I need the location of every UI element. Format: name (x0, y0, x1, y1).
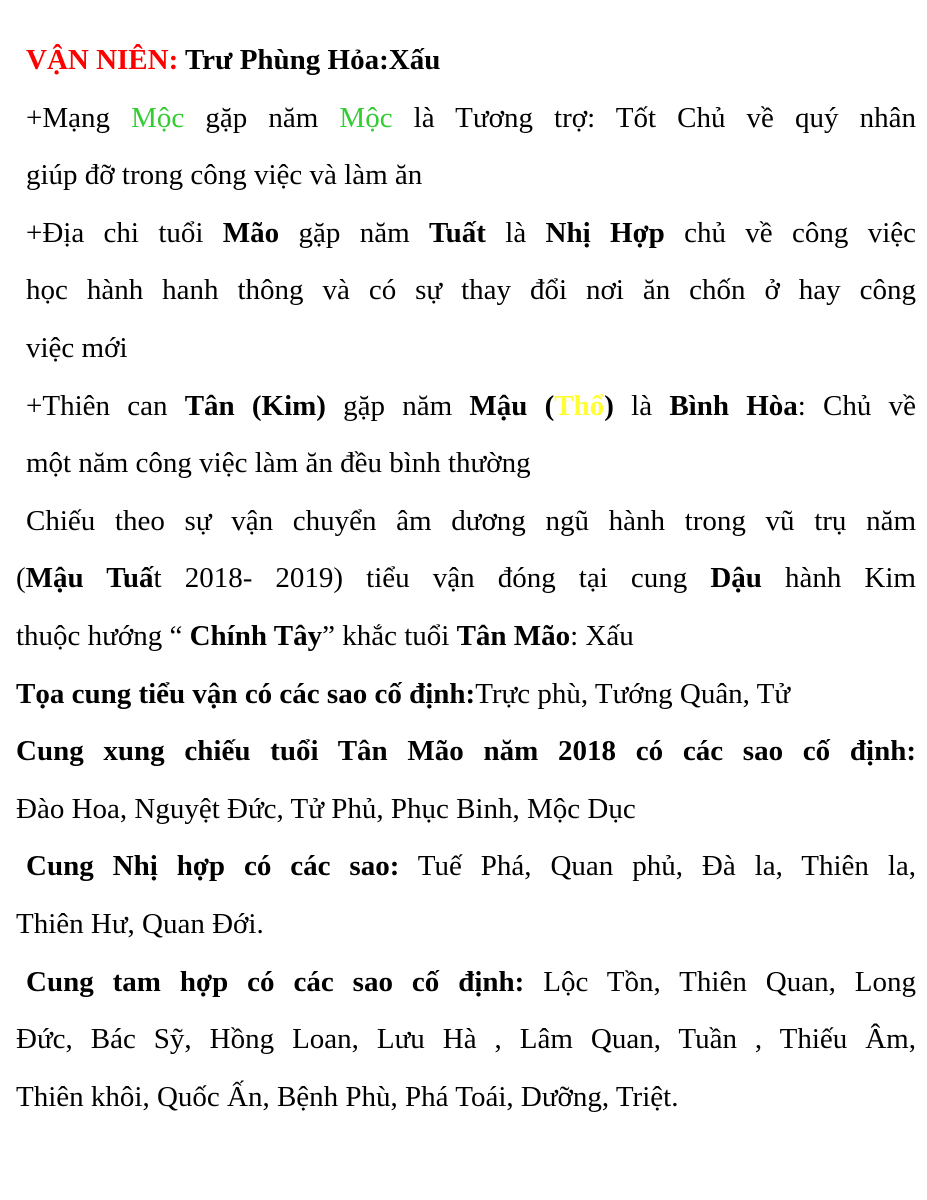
text-run: : Chủ về (797, 389, 916, 422)
text-run: là (613, 389, 670, 422)
text-run: +Thiên can (26, 389, 185, 422)
p2-line-3: việc mới (26, 331, 128, 364)
bold-term: Mão (222, 216, 280, 249)
p4-line-1: Chiếu theo sự vận chuyển âm dương ngũ hành trong vũ trụ năm (26, 504, 916, 537)
heading-value: Trư Phùng Hỏa:Xấu (178, 44, 441, 76)
p8-line-2: Đức, Bác Sỹ, Hồng Loan, Lưu Hà , Lâm Quan, Tuần , Thiếu Âm, (16, 1023, 916, 1056)
p4-line-3 (16, 608, 916, 666)
bold-term: Dậu (710, 562, 762, 595)
bold-label: Cung tam hợp có các sao cố định: (26, 965, 525, 998)
text-run: hành Kim (761, 562, 916, 595)
bold-term: Mậu ( (469, 389, 555, 422)
heading-line (16, 32, 916, 90)
text-run: gặp năm (184, 101, 340, 134)
p2-line-1 (16, 205, 916, 263)
text-run: gặp năm (279, 216, 429, 249)
text-run: Trực phù, Tướng Quân, Tử (475, 677, 791, 710)
p3-line-2: một năm công việc làm ăn đều bình thường (26, 447, 531, 480)
p7-line-2: Thiên Hư, Quan Đới. (16, 907, 264, 940)
bold-term: Nhị Hợp (545, 216, 665, 249)
text-run: thuộc hướng “ (16, 619, 190, 652)
bold-term: ) (604, 389, 614, 422)
p1-line-2: giúp đỡ trong công việc và làm ăn (26, 159, 423, 192)
text-run: là (485, 216, 546, 249)
bold-label: Cung xung chiếu tuổi Tân Mão năm 2018 có các sao cố định: (16, 735, 916, 768)
text-run: : Xấu (570, 619, 634, 652)
bold-term: Bình Hòa (669, 389, 798, 422)
text-run: t 2018- 2019) tiểu vận đóng tại cung (153, 562, 711, 595)
text-run: +Mạng (26, 101, 132, 134)
p6-line-2: Đào Hoa, Nguyệt Đức, Tử Phủ, Phục Binh, Mộc Dục (16, 792, 636, 825)
text-run: ” khắc tuổi (322, 619, 457, 652)
bold-label: Tọa cung tiểu vận có các sao cố định: (16, 677, 476, 710)
p5-line-1 (16, 666, 916, 724)
text-run: +Địa chi tuổi (26, 216, 223, 249)
heading-label: VẬN NIÊN: (26, 44, 179, 76)
bold-term: Tân Mão (456, 619, 571, 652)
p2-line-2: học hành hanh thông và có sự thay đổi nơi ăn chốn ở hay công (26, 274, 916, 307)
text-run: gặp năm (325, 389, 470, 422)
bold-term: Tuất (428, 216, 486, 249)
p4-line-2 (16, 550, 916, 608)
text-run: Tuế Phá, Quan phủ, Đà la, Thiên la, (399, 850, 916, 883)
text-run: ( (16, 562, 26, 595)
element-moc: Mộc (131, 101, 185, 134)
p8-line-3: Thiên khôi, Quốc Ấn, Bệnh Phù, Phá Toái, Dưỡng, Triệt. (16, 1080, 679, 1113)
element-tho: Thổ (554, 389, 605, 422)
bold-term: Chính Tây (189, 619, 323, 652)
bold-label: Cung Nhị hợp có các sao: (26, 850, 400, 883)
element-moc: Mộc (339, 101, 393, 134)
p1-line-1 (16, 90, 916, 148)
p8-line-1 (16, 954, 916, 1012)
p7-line-1 (16, 838, 916, 896)
bold-term: Mậu Tuấ (25, 562, 154, 595)
text-run: chủ về công việc (664, 216, 916, 249)
p6-line-1 (16, 723, 916, 781)
p3-line-1 (16, 378, 916, 436)
document-page (16, 32, 916, 1126)
bold-term: Tân (Kim) (184, 389, 326, 422)
text-run: Lộc Tồn, Thiên Quan, Long (524, 965, 916, 998)
text-run: là Tương trợ: Tốt Chủ về quý nhân (392, 101, 916, 134)
